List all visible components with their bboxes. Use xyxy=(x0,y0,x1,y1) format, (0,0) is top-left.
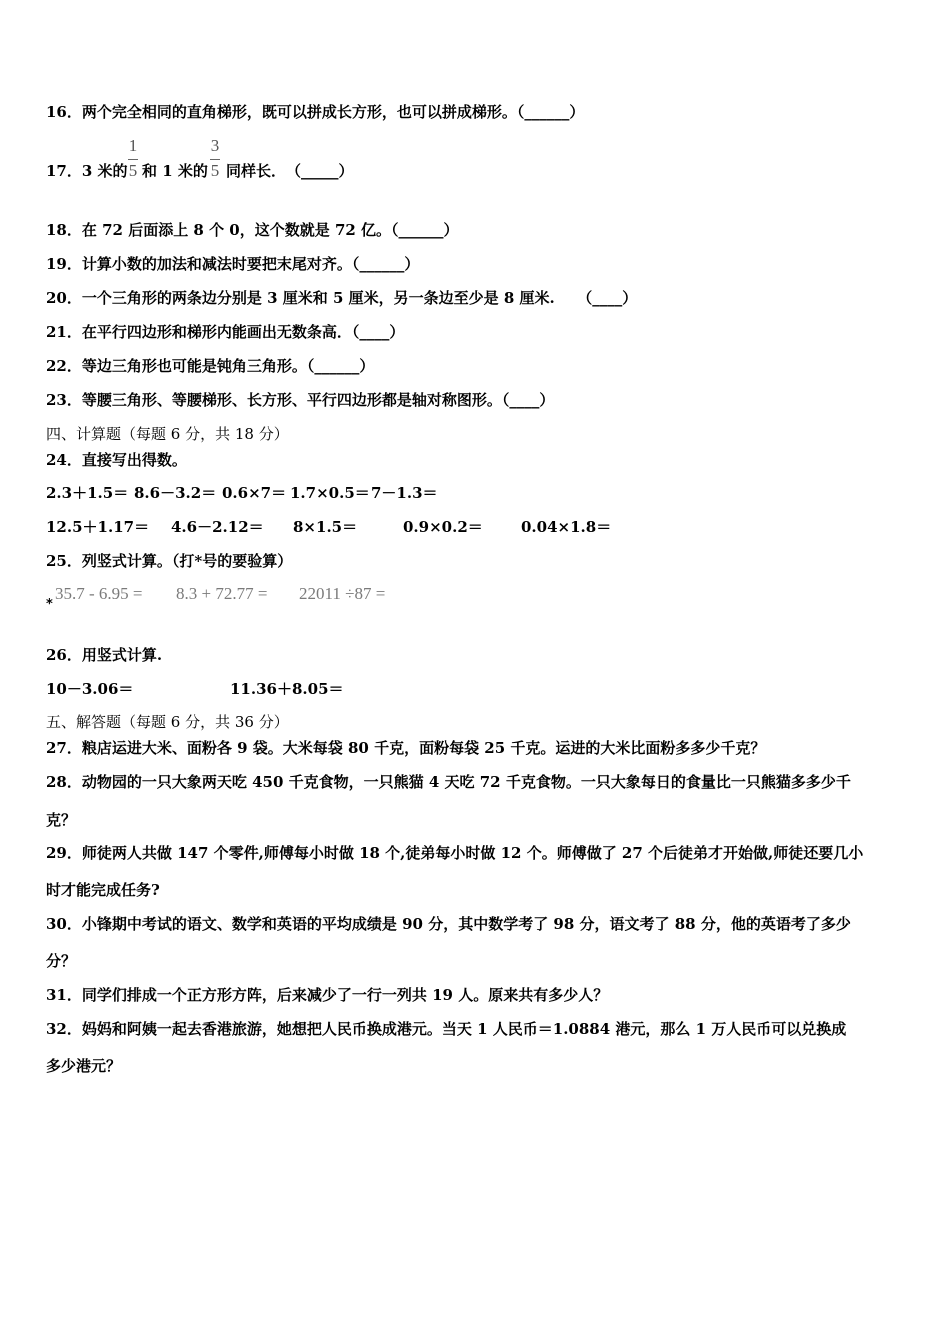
calc-item: 11.36＋8.05＝ xyxy=(230,680,344,698)
section-5-heading: 五、解答题（每题 6 分，共 36 分） xyxy=(46,713,289,731)
fraction-1-numerator: 1 xyxy=(128,136,138,155)
fraction-2-denominator: 5 xyxy=(210,161,220,180)
vertical-calc-item: 8.3 + 72.77 = xyxy=(176,584,268,603)
vertical-calc-item: 22011 ÷87 = xyxy=(299,584,386,603)
question-21: 21．在平行四边形和梯形内能画出无数条高．（____） xyxy=(46,323,405,341)
fraction-1-bar xyxy=(128,159,138,160)
calc-item: 12.5＋1.17＝ xyxy=(46,518,150,536)
question-28-line-2: 克？ xyxy=(46,811,77,829)
question-26: 26．用竖式计算. xyxy=(46,646,163,664)
question-17-suffix: 同样长． （_____） xyxy=(226,162,354,180)
question-17-middle: 和 1 米的 xyxy=(142,162,208,180)
calc-item: 8.6－3.2＝ xyxy=(134,484,217,502)
calc-item: 4.6－2.12＝ xyxy=(171,518,264,536)
question-23: 23．等腰三角形、等腰梯形、长方形、平行四边形都是轴对称图形。（____） xyxy=(46,391,555,409)
fraction-1-denominator: 5 xyxy=(128,161,138,180)
question-29-line-1: 29．师徒两人共做 147 个零件,师傅每小时做 18 个,徒弟每小时做 12 个。师傅做了 27 个后徒弟才开始做,师徒还要几小 xyxy=(46,844,864,862)
verify-star-mark: * xyxy=(46,597,53,612)
question-30-line-1: 30．小锋期中考试的语文、数学和英语的平均成绩是 90 分，其中数学考了 98 分，语文考了 88 分，他的英语考了多少 xyxy=(46,915,851,933)
question-28-line-1: 28．动物园的一只大象两天吃 450 千克食物，一只熊猫 4 天吃 72 千克食物。一只大象每日的食量比一只熊猫多多少千 xyxy=(46,773,851,791)
question-31: 31．同学们排成一个正方形方阵，后来减少了一行一列共 19 人。原来共有多少人？ xyxy=(46,986,609,1004)
fraction-2-numerator: 3 xyxy=(210,136,220,155)
question-17-prefix: 17．3 米的 xyxy=(46,162,128,180)
question-24: 24．直接写出得数。 xyxy=(46,451,187,469)
calc-item: 2.3＋1.5＝ xyxy=(46,484,129,502)
question-22: 22．等边三角形也可能是钝角三角形。（______） xyxy=(46,357,375,375)
section-4-heading: 四、计算题（每题 6 分，共 18 分） xyxy=(46,425,289,443)
calc-item: 1.7×0.5＝ xyxy=(290,484,370,502)
calc-item: 0.04×1.8＝ xyxy=(521,518,612,536)
calc-item: 10－3.06＝ xyxy=(46,680,134,698)
question-29-line-2: 时才能完成任务? xyxy=(46,881,160,899)
calc-item: 7－1.3＝ xyxy=(371,484,438,502)
calc-item: 0.9×0.2＝ xyxy=(403,518,483,536)
calc-item: 0.6×7＝ xyxy=(222,484,287,502)
question-19: 19．计算小数的加法和减法时要把末尾对齐。（______） xyxy=(46,255,420,273)
question-32-line-1: 32．妈妈和阿姨一起去香港旅游，她想把人民币换成港元。当天 1 人民币＝1.0884 港元，那么 1 万人民币可以兑换成 xyxy=(46,1020,847,1038)
question-20: 20．一个三角形的两条边分别是 3 厘米和 5 厘米，另一条边至少是 8 厘米. （____） xyxy=(46,289,638,307)
question-25: 25．列竖式计算。（打*号的要验算） xyxy=(46,552,293,570)
calc-item: 8×1.5＝ xyxy=(293,518,358,536)
question-27: 27．粮店运进大米、面粉各 9 袋。大米每袋 80 千克，面粉每袋 25 千克。运进的大米比面粉多多少千克？ xyxy=(46,739,766,757)
question-30-line-2: 分？ xyxy=(46,952,77,970)
fraction-2-bar xyxy=(210,159,220,160)
question-32-line-2: 多少港元？ xyxy=(46,1057,122,1075)
question-18: 18．在 72 后面添上 8 个 0，这个数就是 72 亿。（______） xyxy=(46,221,459,239)
vertical-calc-item: 35.7 - 6.95 = xyxy=(55,584,143,603)
question-16: 16．两个完全相同的直角梯形，既可以拼成长方形，也可以拼成梯形。（______） xyxy=(46,103,585,121)
